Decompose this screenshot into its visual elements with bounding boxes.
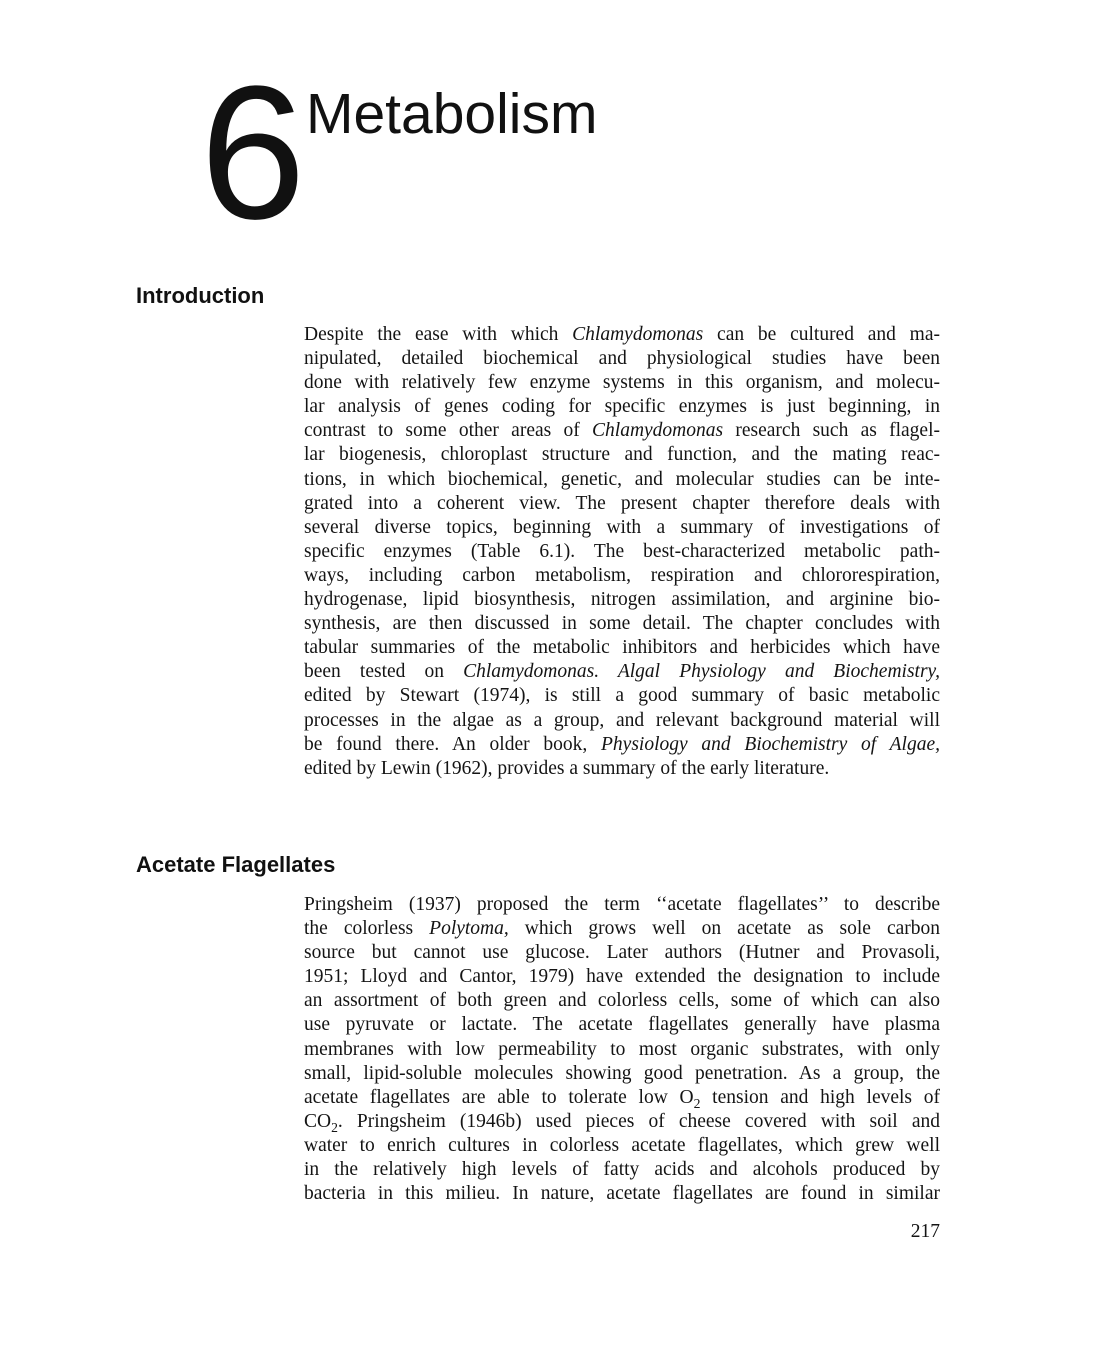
text-line: tabular summaries of the metabolic inhibitors and herbicides which have — [304, 637, 940, 659]
text-line: synthesis, are then discussed in some detail. The chapter concludes with — [304, 613, 940, 635]
text-line: contrast to some other areas of Chlamydomonas research such as flagel- — [304, 420, 940, 442]
text-line: hydrogenase, lipid biosynthesis, nitrogen assimilation, and arginine bio- — [304, 589, 940, 611]
text-line: ways, including carbon metabolism, respiration and chlororespiration, — [304, 564, 940, 586]
text-line: lar analysis of genes coding for specific enzymes is just beginning, in — [304, 396, 940, 418]
acetate-flagellates-paragraph — [304, 893, 940, 1206]
chapter-number: 6 — [200, 47, 306, 259]
text-line: specific enzymes (Table 6.1). The best-characterized metabolic path- — [304, 540, 940, 562]
introduction-paragraph — [304, 323, 940, 781]
text-line: tions, in which biochemical, genetic, and molecular studies can be inte- — [304, 468, 940, 490]
text-line: bacteria in this milieu. In nature, acetate flagellates are found in similar — [304, 1183, 940, 1205]
chapter-title: Metabolism — [306, 82, 598, 146]
text-line: use pyruvate or lactate. The acetate flagellates generally have plasma — [304, 1014, 940, 1036]
section-heading-acetate-flagellates: Acetate Flagellates — [136, 852, 336, 877]
text-line: source but cannot use glucose. Later authors (Hutner and Provasoli, — [304, 942, 940, 964]
text-line: in the relatively high levels of fatty acids and alcohols produced by — [304, 1159, 940, 1181]
text-line: $CO_2$. Pringsheim (1946b) used pieces of cheese covered with soil and — [304, 1110, 940, 1135]
section-heading-introduction: Introduction — [136, 283, 265, 308]
text-line: processes in the algae as a group, and relevant background material will — [304, 709, 940, 731]
text-line: water to enrich cultures in colorless acetate flagellates, which grew well — [304, 1134, 940, 1156]
text-line: Despite the ease with which Chlamydomonas can be cultured and ma- — [304, 324, 940, 345]
text-line: 1951; Lloyd and Cantor, 1979) have extended the designation to include — [304, 966, 940, 988]
text-line: done with relatively few enzyme systems in this organism, and molecu- — [304, 372, 940, 394]
text-line: lar biogenesis, chloroplast structure and function, and the mating reac- — [304, 444, 940, 466]
text-line: nipulated, detailed biochemical and physiological studies have been — [304, 348, 940, 370]
text-line: acetate flagellates are able to tolerate low $O_2$ tension and high levels of — [304, 1086, 940, 1111]
text-line: Pringsheim (1937) proposed the term ‘‘acetate flagellates’’ to describe — [304, 894, 940, 915]
text-line: grated into a coherent view. The present chapter therefore deals with — [304, 492, 940, 514]
page-number: 217 — [910, 1221, 940, 1242]
text-line: membranes with low permeability to most organic substrates, with only — [304, 1038, 940, 1060]
text-line: edited by Stewart (1974), is still a good summary of basic metabolic — [304, 685, 940, 707]
text-line: small, lipid-soluble molecules showing good penetration. As a group, the — [304, 1062, 940, 1084]
text-line: be found there. An older book, Physiology and Biochemistry of Algae, — [304, 733, 940, 755]
text-line: the colorless Polytoma, which grows well on acetate as sole carbon — [304, 918, 941, 940]
text-line: been tested on Chlamydomonas. Algal Physiology and Biochemistry, — [304, 661, 940, 683]
text-line: an assortment of both green and colorless cells, some of which can also — [304, 990, 940, 1012]
text-line: edited by Lewin (1962), provides a summary of the early literature. — [304, 757, 830, 779]
text-line: several diverse topics, beginning with a summary of investigations of — [304, 516, 940, 538]
